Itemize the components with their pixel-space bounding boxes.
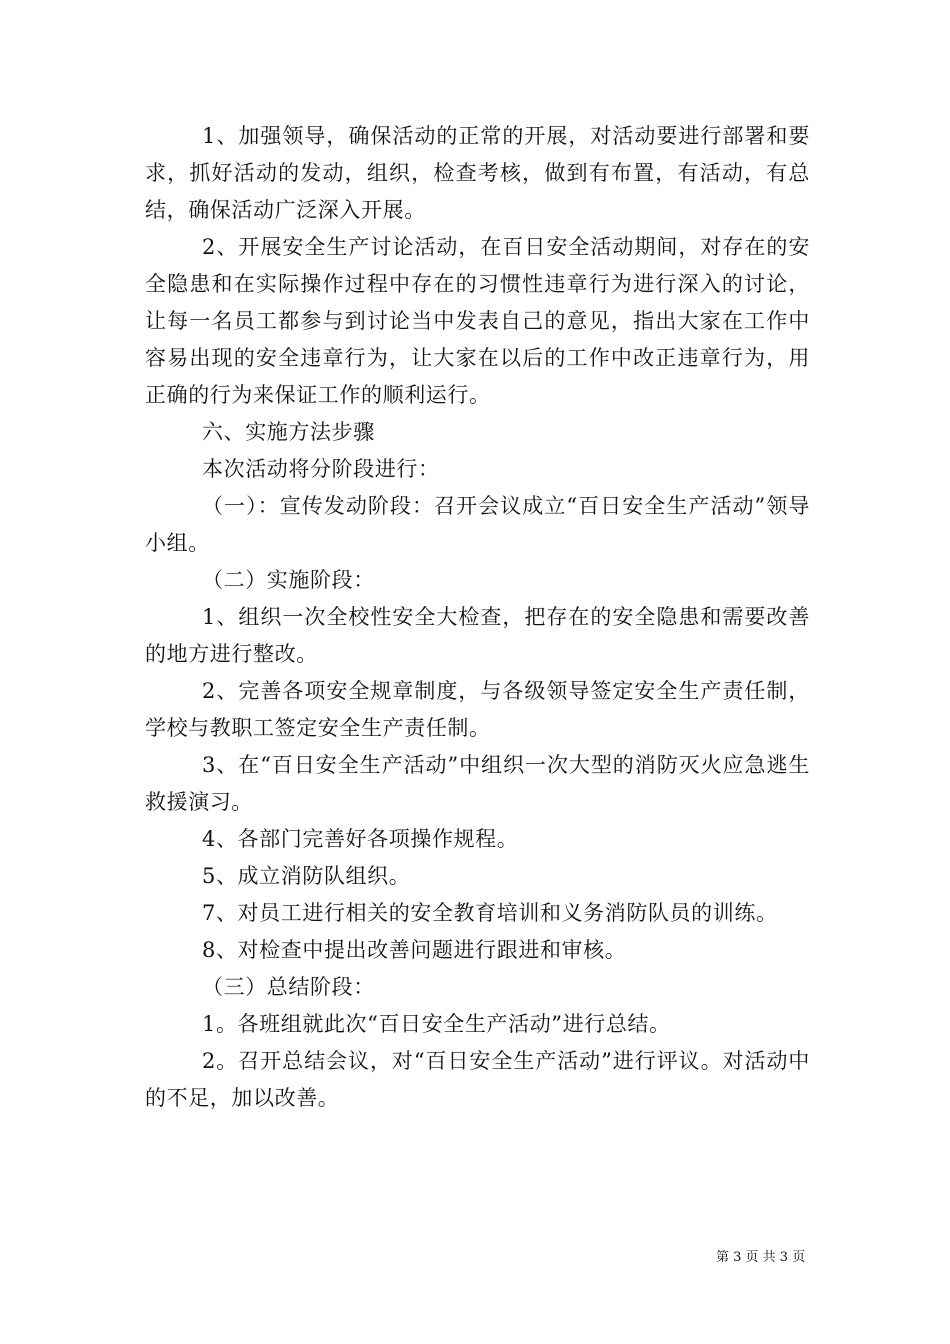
document-body [145, 118, 810, 1117]
paragraph-2: 2、开展安全生产讨论活动，在百日安全活动期间，对存在的安全隐患和在实际操作过程中存在的习惯性违章行为进行深入的讨论，让每一名员工都参与到讨论当中发表自己的意见，指出大家在工作中容易出现的安全违章行为，让大家在以后的工作中改正违章行为，用正确的行为来保证工作的顺利运行。 [145, 235, 810, 407]
phase-three-heading: （三）总结阶段： [202, 975, 375, 999]
page-number-footer: 第 3 页 共 3 页 [716, 1250, 806, 1265]
phase-two-item-1: 1、组织一次全校性安全大检查，把存在的安全隐患和需要改善的地方进行整改。 [145, 605, 810, 666]
phase-two-item-7: 7、对员工进行相关的安全教育培训和义务消防队员的训练。 [202, 901, 778, 925]
phase-two-heading: （二）实施阶段： [202, 568, 375, 592]
phase-two-item-8: 8、对检查中提出改善问题进行跟进和审核。 [202, 938, 627, 962]
section-heading: 六、实施方法步骤 [202, 420, 375, 444]
phase-two-item-5: 5、成立消防队组织。 [202, 864, 411, 888]
phase-two-item-4: 4、各部门完善好各项操作规程。 [202, 827, 519, 851]
phase-three-item-2: 2。召开总结会议，对“百日安全生产活动”进行评议。对活动中的不足，加以改善。 [145, 1049, 810, 1110]
phase-two-item-2: 2、完善各项安全规章制度，与各级领导签定安全生产责任制，学校与教职工签定安全生产责任制。 [145, 679, 810, 740]
paragraph-1: 1、加强领导，确保活动的正常的开展，对活动要进行部署和要求，抓好活动的发动，组织，检查考核，做到有布置，有活动，有总结，确保活动广泛深入开展。 [145, 124, 810, 222]
phase-two-item-3: 3、在“百日安全生产活动”中组织一次大型的消防灭火应急逃生救援演习。 [145, 753, 810, 814]
phase-three-item-1: 1。各班组就此次“百日安全生产活动”进行总结。 [202, 1012, 671, 1036]
paragraph-intro: 本次活动将分阶段进行： [202, 457, 440, 481]
phase-one: （一）：宣传发动阶段：召开会议成立“百日安全生产活动”领导小组。 [145, 494, 810, 555]
